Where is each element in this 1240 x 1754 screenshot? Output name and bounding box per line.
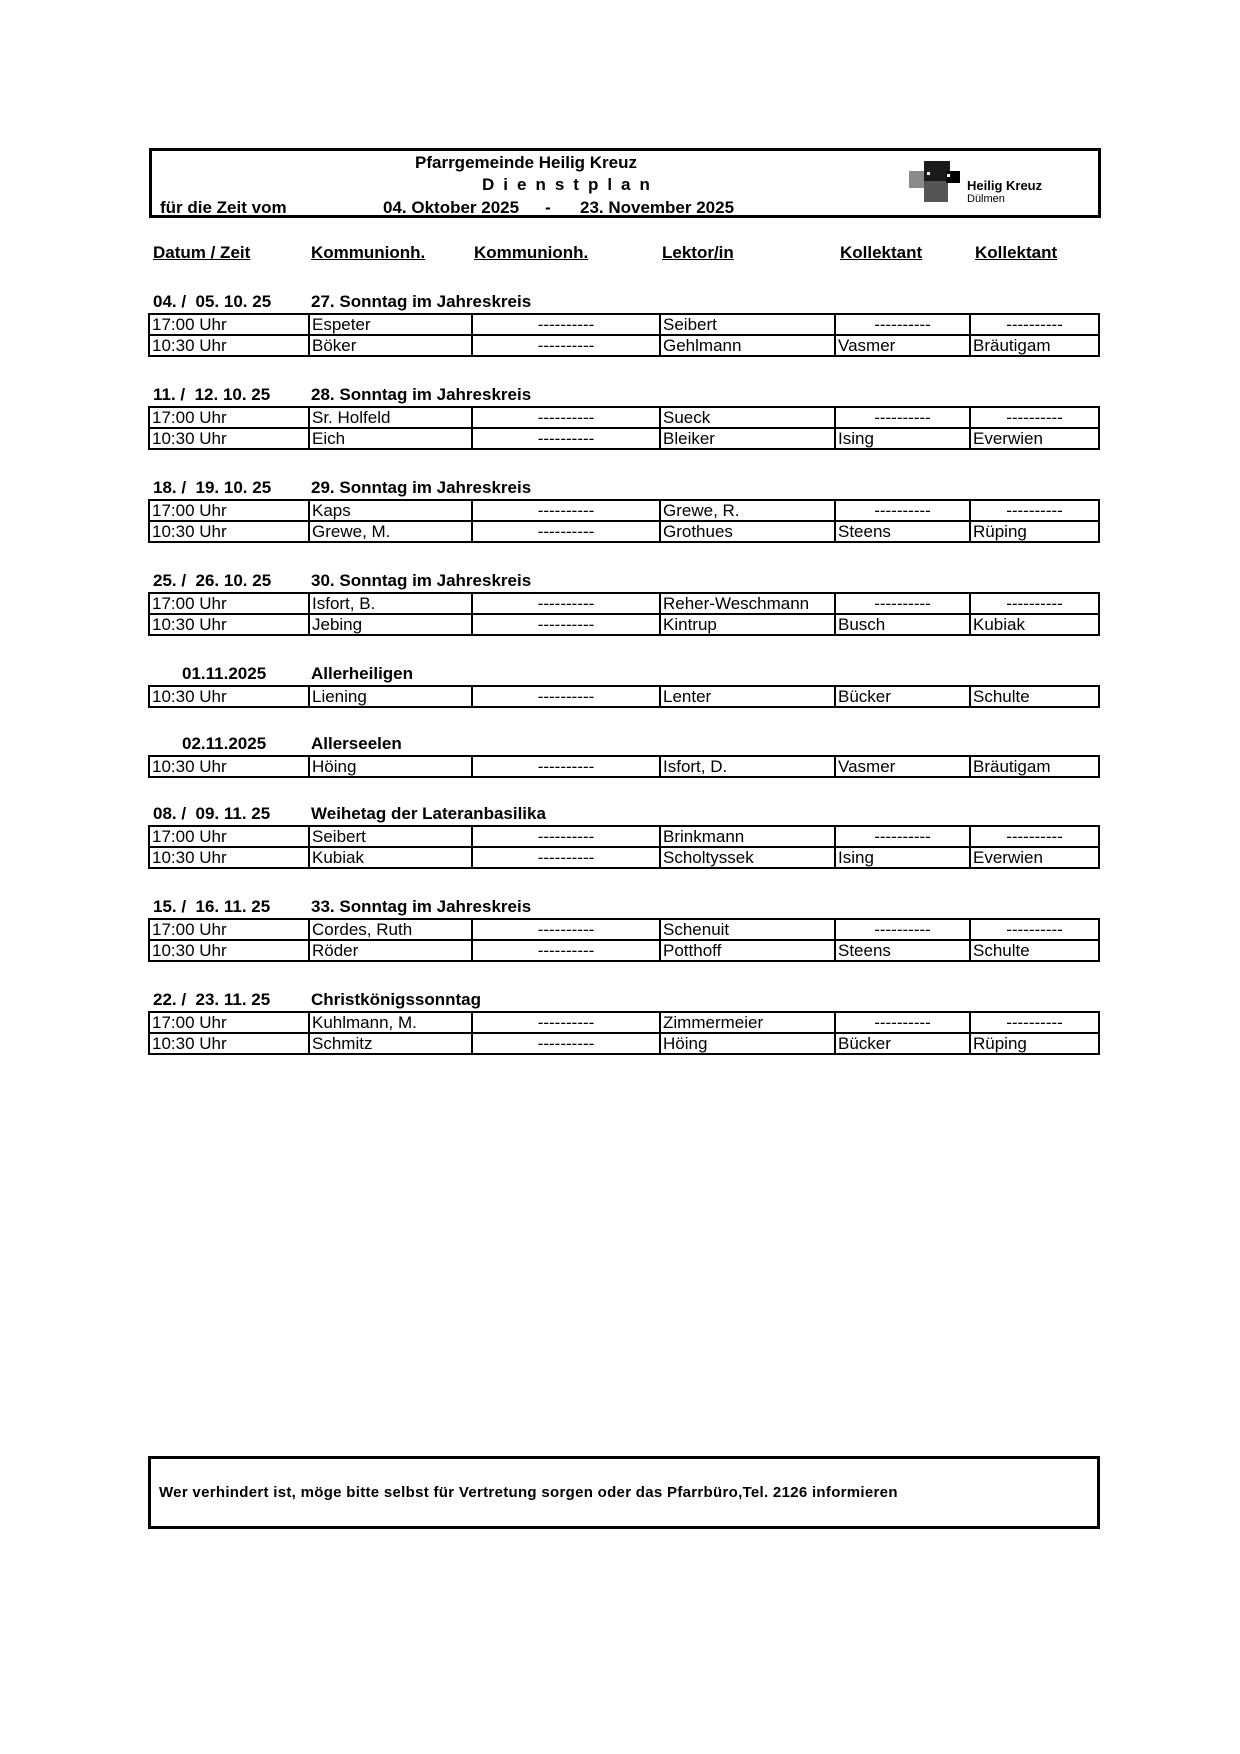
cell-communion-2: ----------: [472, 1012, 660, 1033]
section-date: 08. / 09. 11. 25: [153, 804, 271, 823]
cell-lector: Schenuit: [660, 919, 835, 940]
cell-collector-1: Ising: [835, 847, 970, 868]
cell-communion-1: Liening: [309, 686, 472, 707]
cell-collector-1: Vasmer: [835, 335, 970, 356]
table-row: [149, 919, 1099, 940]
cell-time: 17:00 Uhr: [149, 826, 309, 847]
header-box: [149, 148, 1101, 218]
cell-communion-1: Espeter: [309, 314, 472, 335]
section-title: 30. Sonntag im Jahreskreis: [311, 571, 532, 590]
cell-collector-2: ----------: [970, 407, 1099, 428]
cell-communion-1: Kaps: [309, 500, 472, 521]
cell-communion-1: Grewe, M.: [309, 521, 472, 542]
cell-collector-1: ----------: [835, 1012, 970, 1033]
table-row: [149, 521, 1099, 542]
cell-time: 10:30 Uhr: [149, 335, 309, 356]
section-title: Weihetag der Lateranbasilika: [311, 804, 546, 823]
cell-collector-1: Ising: [835, 428, 970, 449]
cell-time: 10:30 Uhr: [149, 614, 309, 635]
logo-dot: [947, 174, 950, 177]
cell-communion-2: ----------: [472, 826, 660, 847]
cell-collector-1: ----------: [835, 407, 970, 428]
table-row: [149, 614, 1099, 635]
cell-collector-2: ----------: [970, 500, 1099, 521]
cell-communion-2: ----------: [472, 919, 660, 940]
cell-collector-2: Rüping: [970, 521, 1099, 542]
cell-time: 10:30 Uhr: [149, 686, 309, 707]
cell-lector: Isfort, D.: [660, 756, 835, 777]
cell-time: 10:30 Uhr: [149, 940, 309, 961]
cell-lector: Scholtyssek: [660, 847, 835, 868]
section-title: 33. Sonntag im Jahreskreis: [311, 897, 532, 916]
logo-block: [946, 171, 960, 183]
period-to-date: 23. November 2025: [580, 198, 735, 217]
cell-communion-2: ----------: [472, 847, 660, 868]
schedule-table: [148, 406, 1100, 450]
cell-communion-2: ----------: [472, 428, 660, 449]
cell-communion-1: Seibert: [309, 826, 472, 847]
section-title: Allerheiligen: [311, 664, 414, 683]
table-row: [149, 940, 1099, 961]
period-dash: -: [545, 198, 551, 217]
cell-lector: Kintrup: [660, 614, 835, 635]
section-title: Christkönigssonntag: [311, 990, 482, 1009]
column-header-collector-1: Kollektant: [840, 243, 923, 262]
footer-note: Wer verhindert ist, möge bitte selbst für Vertretung sorgen oder das Pfarrbüro,Tel. 2126 informieren: [159, 1484, 898, 1501]
cell-collector-1: Bücker: [835, 1033, 970, 1054]
section-date: 01.11.2025: [182, 664, 267, 683]
cell-time: 17:00 Uhr: [149, 593, 309, 614]
schedule-table: [148, 592, 1100, 636]
section-date: 18. / 19. 10. 25: [153, 478, 272, 497]
cell-communion-1: Cordes, Ruth: [309, 919, 472, 940]
cell-communion-1: Kuhlmann, M.: [309, 1012, 472, 1033]
cell-collector-2: Bräutigam: [970, 756, 1099, 777]
cell-collector-1: ----------: [835, 919, 970, 940]
cell-collector-2: Everwien: [970, 847, 1099, 868]
section-date: 04. / 05. 10. 25: [153, 292, 272, 311]
column-header-lector: Lektor/in: [662, 243, 734, 262]
cell-collector-2: Schulte: [970, 686, 1099, 707]
section-date: 22. / 23. 11. 25: [153, 990, 271, 1009]
cell-communion-1: Sr. Holfeld: [309, 407, 472, 428]
table-row: [149, 500, 1099, 521]
table-row: [149, 428, 1099, 449]
section-title: 29. Sonntag im Jahreskreis: [311, 478, 532, 497]
cell-collector-2: Rüping: [970, 1033, 1099, 1054]
table-row: [149, 847, 1099, 868]
cell-time: 10:30 Uhr: [149, 756, 309, 777]
cell-lector: Sueck: [660, 407, 835, 428]
cell-lector: Reher-Weschmann: [660, 593, 835, 614]
cell-communion-1: Kubiak: [309, 847, 472, 868]
cell-time: 10:30 Uhr: [149, 428, 309, 449]
table-row: [149, 335, 1099, 356]
cell-collector-1: Busch: [835, 614, 970, 635]
cell-communion-2: ----------: [472, 407, 660, 428]
column-header-communion-2: Kommunionh.: [474, 243, 589, 262]
cell-collector-2: ----------: [970, 919, 1099, 940]
cell-time: 17:00 Uhr: [149, 1012, 309, 1033]
cell-time: 17:00 Uhr: [149, 314, 309, 335]
cell-communion-2: ----------: [472, 1033, 660, 1054]
cell-communion-1: Jebing: [309, 614, 472, 635]
table-row: [149, 686, 1099, 707]
cell-communion-1: Höing: [309, 756, 472, 777]
column-header-communion-1: Kommunionh.: [311, 243, 426, 262]
table-row: [149, 1012, 1099, 1033]
cell-lector: Grothues: [660, 521, 835, 542]
cell-time: 10:30 Uhr: [149, 521, 309, 542]
column-header-collector-2: Kollektant: [975, 243, 1058, 262]
footer-box: [148, 1456, 1100, 1529]
cell-communion-2: ----------: [472, 614, 660, 635]
cell-collector-1: Steens: [835, 940, 970, 961]
period-label: für die Zeit vom: [160, 198, 287, 217]
cell-communion-2: ----------: [472, 686, 660, 707]
cell-communion-1: Isfort, B.: [309, 593, 472, 614]
cell-lector: Grewe, R.: [660, 500, 835, 521]
cell-communion-1: Böker: [309, 335, 472, 356]
section-date: 15. / 16. 11. 25: [153, 897, 271, 916]
cell-time: 17:00 Uhr: [149, 919, 309, 940]
parish-logo: [909, 161, 1049, 211]
cell-communion-2: ----------: [472, 593, 660, 614]
cell-collector-2: Everwien: [970, 428, 1099, 449]
cell-time: 10:30 Uhr: [149, 847, 309, 868]
table-row: [149, 314, 1099, 335]
section-date: 11. / 12. 10. 25: [153, 385, 271, 404]
table-row: [149, 407, 1099, 428]
section-date: 02.11.2025: [182, 734, 267, 753]
section-title: 27. Sonntag im Jahreskreis: [311, 292, 532, 311]
cell-communion-2: ----------: [472, 940, 660, 961]
cell-collector-2: Kubiak: [970, 614, 1099, 635]
cell-communion-2: ----------: [472, 335, 660, 356]
schedule-table: [148, 755, 1100, 778]
schedule-table: [148, 313, 1100, 357]
cell-collector-2: ----------: [970, 314, 1099, 335]
section-title: 28. Sonntag im Jahreskreis: [311, 385, 532, 404]
schedule-table: [148, 918, 1100, 962]
cell-lector: Zimmermeier: [660, 1012, 835, 1033]
table-row: [149, 756, 1099, 777]
cell-collector-2: ----------: [970, 1012, 1099, 1033]
schedule-table: [148, 499, 1100, 543]
cell-collector-1: ----------: [835, 593, 970, 614]
table-row: [149, 593, 1099, 614]
parish-name: Pfarrgemeinde Heilig Kreuz: [415, 153, 638, 172]
cell-communion-1: Schmitz: [309, 1033, 472, 1054]
cell-collector-2: ----------: [970, 593, 1099, 614]
cell-collector-1: Vasmer: [835, 756, 970, 777]
cell-time: 10:30 Uhr: [149, 1033, 309, 1054]
cell-lector: Potthoff: [660, 940, 835, 961]
cell-collector-1: Bücker: [835, 686, 970, 707]
cell-time: 17:00 Uhr: [149, 500, 309, 521]
period-from-date: 04. Oktober 2025: [383, 198, 520, 217]
logo-name: Heilig Kreuz: [967, 178, 1043, 193]
cell-lector: Höing: [660, 1033, 835, 1054]
cell-lector: Seibert: [660, 314, 835, 335]
cell-time: 17:00 Uhr: [149, 407, 309, 428]
schedule-table: [148, 685, 1100, 708]
schedule-table: [148, 1011, 1100, 1055]
logo-city: Dülmen: [967, 193, 1005, 205]
section-title: Allerseelen: [311, 734, 402, 753]
cell-lector: Lenter: [660, 686, 835, 707]
cell-lector: Bleiker: [660, 428, 835, 449]
cell-lector: Gehlmann: [660, 335, 835, 356]
cell-collector-1: ----------: [835, 500, 970, 521]
cell-collector-1: Steens: [835, 521, 970, 542]
cell-lector: Brinkmann: [660, 826, 835, 847]
table-row: [149, 1033, 1099, 1054]
cell-collector-2: Bräutigam: [970, 335, 1099, 356]
cell-communion-1: Röder: [309, 940, 472, 961]
cell-communion-2: ----------: [472, 500, 660, 521]
schedule-table: [148, 825, 1100, 869]
section-date: 25. / 26. 10. 25: [153, 571, 272, 590]
table-row: [149, 826, 1099, 847]
cell-collector-1: ----------: [835, 826, 970, 847]
cell-communion-2: ----------: [472, 521, 660, 542]
cell-collector-1: ----------: [835, 314, 970, 335]
cell-communion-2: ----------: [472, 756, 660, 777]
cell-communion-2: ----------: [472, 314, 660, 335]
logo-dot: [927, 172, 930, 175]
cell-communion-1: Eich: [309, 428, 472, 449]
cell-collector-2: ----------: [970, 826, 1099, 847]
column-header-date: Datum / Zeit: [153, 243, 251, 262]
cell-collector-2: Schulte: [970, 940, 1099, 961]
page-title: Dienstplan: [482, 175, 659, 194]
logo-block: [924, 181, 948, 202]
